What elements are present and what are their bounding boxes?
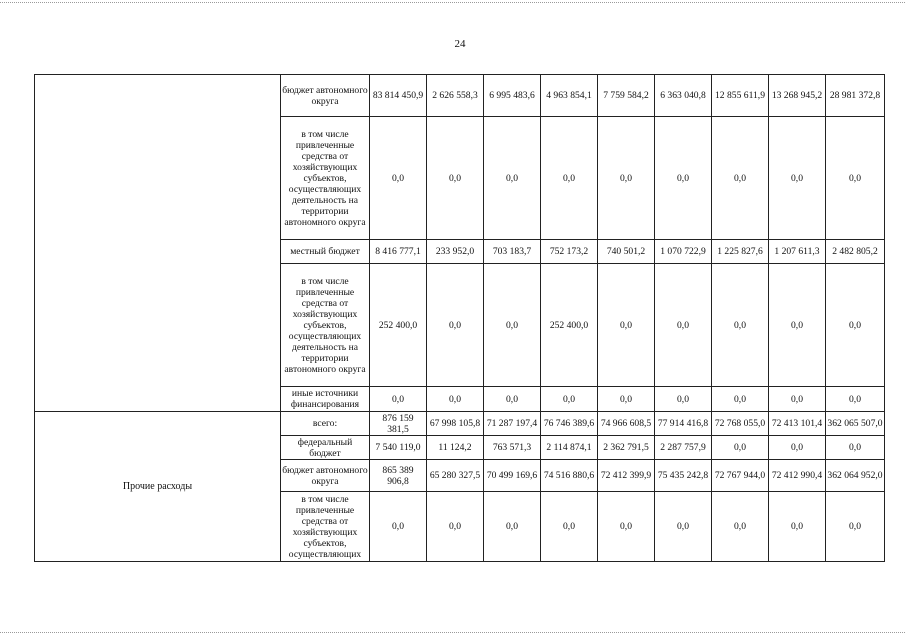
value-cell: 865 389 906,8 (370, 460, 427, 492)
value-cell: 70 499 169,6 (484, 460, 541, 492)
table-row (35, 75, 885, 117)
value-cell: 74 966 608,5 (598, 412, 655, 436)
financing-table (34, 74, 885, 562)
value-cell: 0,0 (712, 264, 769, 387)
value-cell: 0,0 (541, 117, 598, 240)
value-cell: 72 767 944,0 (712, 460, 769, 492)
value-cell: 0,0 (427, 387, 484, 412)
section-name-cell: Прочие расходы (35, 412, 281, 562)
value-cell: 0,0 (484, 387, 541, 412)
row-label-cell: иные источники финансирования (281, 387, 370, 412)
value-cell: 0,0 (427, 264, 484, 387)
value-cell: 11 124,2 (427, 436, 484, 460)
value-cell: 752 173,2 (541, 240, 598, 264)
value-cell: 0,0 (427, 492, 484, 562)
value-cell: 362 064 952,0 (826, 460, 885, 492)
value-cell: 0,0 (826, 492, 885, 562)
value-cell: 83 814 450,9 (370, 75, 427, 117)
value-cell: 0,0 (712, 492, 769, 562)
value-cell: 0,0 (826, 387, 885, 412)
value-cell: 0,0 (712, 387, 769, 412)
value-cell: 2 287 757,9 (655, 436, 712, 460)
value-cell: 1 225 827,6 (712, 240, 769, 264)
value-cell: 0,0 (769, 264, 826, 387)
value-cell: 0,0 (598, 387, 655, 412)
value-cell: 2 482 805,2 (826, 240, 885, 264)
value-cell: 13 268 945,2 (769, 75, 826, 117)
value-cell: 1 070 722,9 (655, 240, 712, 264)
value-cell: 0,0 (769, 436, 826, 460)
value-cell: 740 501,2 (598, 240, 655, 264)
value-cell: 28 981 372,8 (826, 75, 885, 117)
value-cell: 4 963 854,1 (541, 75, 598, 117)
row-label-cell: бюджет автономного округа (281, 460, 370, 492)
value-cell: 6 995 483,6 (484, 75, 541, 117)
value-cell: 75 435 242,8 (655, 460, 712, 492)
value-cell: 0,0 (484, 264, 541, 387)
top-scan-edge (0, 2, 905, 3)
value-cell: 0,0 (598, 492, 655, 562)
value-cell: 2 362 791,5 (598, 436, 655, 460)
value-cell: 67 998 105,8 (427, 412, 484, 436)
value-cell: 7 759 584,2 (598, 75, 655, 117)
row-label-cell: местный бюджет (281, 240, 370, 264)
value-cell: 2 626 558,3 (427, 75, 484, 117)
value-cell: 0,0 (484, 117, 541, 240)
row-label-cell: в том числе привлеченные средства от хозяйствующих субъектов, осуществляющих деятельность на территории автономного округа (281, 264, 370, 387)
value-cell: 0,0 (655, 387, 712, 412)
value-cell: 0,0 (769, 492, 826, 562)
value-cell: 0,0 (826, 264, 885, 387)
value-cell: 0,0 (598, 117, 655, 240)
value-cell: 0,0 (541, 492, 598, 562)
value-cell: 72 412 399,9 (598, 460, 655, 492)
value-cell: 362 065 507,0 (826, 412, 885, 436)
value-cell: 763 571,3 (484, 436, 541, 460)
value-cell: 0,0 (826, 117, 885, 240)
page-number: 24 (454, 38, 466, 50)
value-cell: 0,0 (712, 436, 769, 460)
row-label-cell: федеральный бюджет (281, 436, 370, 460)
value-cell: 71 287 197,4 (484, 412, 541, 436)
value-cell: 0,0 (541, 387, 598, 412)
value-cell: 0,0 (826, 436, 885, 460)
value-cell: 0,0 (598, 264, 655, 387)
value-cell: 0,0 (484, 492, 541, 562)
value-cell: 252 400,0 (541, 264, 598, 387)
value-cell: 2 114 874,1 (541, 436, 598, 460)
table-row (35, 412, 885, 436)
value-cell: 74 516 880,6 (541, 460, 598, 492)
value-cell: 703 183,7 (484, 240, 541, 264)
row-label-cell: в том числе привлеченные средства от хозяйствующих субъектов, осуществляющих деятельность на территории автономного округа (281, 117, 370, 240)
value-cell: 77 914 416,8 (655, 412, 712, 436)
value-cell: 72 413 101,4 (769, 412, 826, 436)
section-name-cell (35, 75, 281, 412)
value-cell: 8 416 777,1 (370, 240, 427, 264)
value-cell: 233 952,0 (427, 240, 484, 264)
value-cell: 0,0 (655, 117, 712, 240)
bottom-scan-edge (0, 632, 905, 633)
value-cell: 876 159 381,5 (370, 412, 427, 436)
value-cell: 0,0 (427, 117, 484, 240)
value-cell: 252 400,0 (370, 264, 427, 387)
value-cell: 0,0 (370, 492, 427, 562)
value-cell: 76 746 389,6 (541, 412, 598, 436)
value-cell: 1 207 611,3 (769, 240, 826, 264)
value-cell: 0,0 (769, 117, 826, 240)
value-cell: 0,0 (712, 117, 769, 240)
value-cell: 65 280 327,5 (427, 460, 484, 492)
value-cell: 12 855 611,9 (712, 75, 769, 117)
value-cell: 0,0 (655, 264, 712, 387)
value-cell: 0,0 (655, 492, 712, 562)
value-cell: 72 768 055,0 (712, 412, 769, 436)
value-cell: 0,0 (370, 117, 427, 240)
row-label-cell: всего: (281, 412, 370, 436)
row-label-cell: в том числе привлеченные средства от хозяйствующих субъектов, осуществляющих (281, 492, 370, 562)
value-cell: 0,0 (370, 387, 427, 412)
value-cell: 72 412 990,4 (769, 460, 826, 492)
value-cell: 7 540 119,0 (370, 436, 427, 460)
row-label-cell: бюджет автономного округа (281, 75, 370, 117)
value-cell: 0,0 (769, 387, 826, 412)
value-cell: 6 363 040,8 (655, 75, 712, 117)
